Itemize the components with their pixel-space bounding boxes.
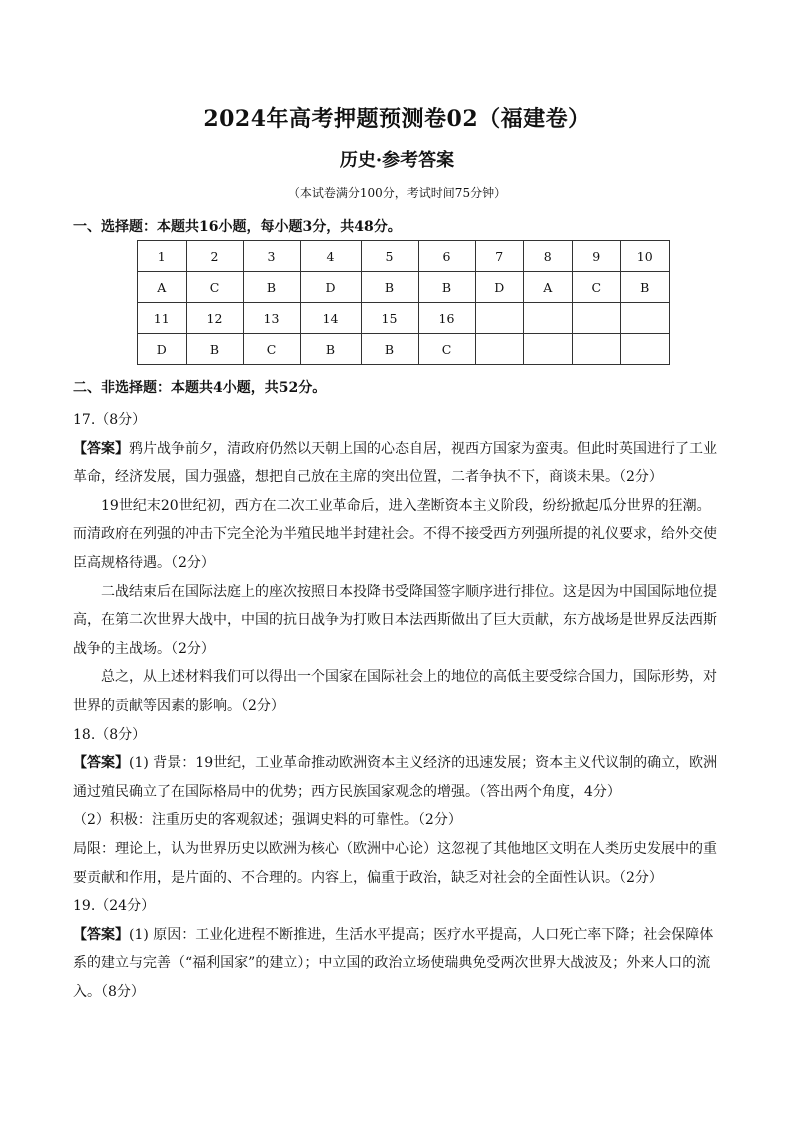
answer-table-cell: 14 bbox=[300, 303, 361, 334]
answer-table-cell: 4 bbox=[300, 241, 361, 272]
section-heading-nonchoice: 二、非选择题：本题共4小题，共52分。 bbox=[73, 380, 327, 396]
answer-table-cell: B bbox=[361, 272, 418, 303]
answer-table-row bbox=[138, 272, 670, 303]
q19-p1-text: (1) 原因：工业化进程不断推进，生活水平提高；医疗水平提高，人口死亡率下降；社会保障体系的建立与完善（“福利国家”的建立）；中立国的政治立场使瑞典免受两次世界大战波及；外来人口的流入。（8分） bbox=[73, 926, 714, 1000]
page-title: 2024年高考押题预测卷02（福建卷） bbox=[203, 106, 591, 132]
answer-table-cell: B bbox=[621, 272, 670, 303]
answer-table-cell: 11 bbox=[138, 303, 187, 334]
answer-table-cell bbox=[572, 303, 621, 334]
answer-table-cell: C bbox=[186, 272, 243, 303]
answer-table-cell: 3 bbox=[243, 241, 300, 272]
q17-label: 17.（8分） bbox=[73, 412, 147, 428]
q18-p1-text: (1) 背景：19世纪，工业革命推动欧洲资本主义经济的迅速发展；资本主义代议制的确立，欧洲通过殖民确立了在国际格局中的优势；西方民族国家观念的增强。（答出两个角度，4分） bbox=[73, 755, 718, 800]
answer-table-cell: 6 bbox=[418, 241, 475, 272]
q19-answer-p1 bbox=[73, 921, 723, 1007]
answer-table-cell bbox=[524, 334, 573, 365]
answer-table-cell: 16 bbox=[418, 303, 475, 334]
answer-table-cell: 1 bbox=[138, 241, 187, 272]
q18-answer-p1 bbox=[73, 749, 723, 806]
answer-table bbox=[137, 240, 670, 365]
q17-p1-text: 鸦片战争前夕，清政府仍然以天朝上国的心态自居，视西方国家为蛮夷。但此时英国进行了工业革命，经济发展，国力强盛，想把自己放在主席的突出位置，二者争执不下，商谈未果。（2分） bbox=[73, 440, 717, 486]
exam-note: （本试卷满分100分，考试时间75分钟） bbox=[287, 186, 507, 200]
q18-label: 18.（8分） bbox=[73, 726, 147, 743]
answer-table-cell bbox=[475, 303, 524, 334]
answer-tag: 【答案】 bbox=[73, 440, 129, 457]
answer-table-row bbox=[138, 334, 670, 365]
answer-table-cell: 2 bbox=[186, 241, 243, 272]
q18-answer-p3: 局限：理论上，认为世界历史以欧洲为核心（欧洲中心论）这忽视了其他地区文明在人类历史发展中的重要贡献和作用，是片面的、不合理的。内容上，偏重于政治，缺乏对社会的全面性认识。（2分） bbox=[73, 840, 717, 886]
answer-table-cell: 15 bbox=[361, 303, 418, 334]
answer-table-cell bbox=[572, 334, 621, 365]
answers-body bbox=[73, 406, 723, 1006]
answer-table-cell: 5 bbox=[361, 241, 418, 272]
answer-table-cell: 13 bbox=[243, 303, 300, 334]
answer-table-row bbox=[138, 303, 670, 334]
answer-table-cell: D bbox=[300, 272, 361, 303]
q18-answer-p2: （2）积极：注重历史的客观叙述；强调史料的可靠性。（2分） bbox=[73, 812, 462, 829]
answer-tag: 【答案】 bbox=[73, 755, 129, 772]
answer-table-cell: D bbox=[475, 272, 524, 303]
page-subtitle: 历史·参考答案 bbox=[339, 150, 455, 171]
section-heading-choice: 一、选择题：本题共16小题，每小题3分，共48分。 bbox=[73, 219, 402, 235]
answer-table-cell bbox=[621, 334, 670, 365]
answer-table-cell bbox=[621, 303, 670, 334]
q17-answer-p3: 二战结束后在国际法庭上的座次按照日本投降书受降国签字顺序进行排位。这是因为中国国际地位提高，在第二次世界大战中，中国的抗日战争为打败日本法西斯做出了巨大贡献，东方战场是世界反法西斯战争的主战场。（2分） bbox=[73, 583, 717, 657]
answer-table-cell: B bbox=[418, 272, 475, 303]
answer-table-cell: 8 bbox=[524, 241, 573, 272]
answer-table-cell: B bbox=[186, 334, 243, 365]
answer-table-cell bbox=[524, 303, 573, 334]
answer-table-cell: C bbox=[572, 272, 621, 303]
answer-table-cell: A bbox=[138, 272, 187, 303]
answer-table-cell: B bbox=[361, 334, 418, 365]
answer-table-cell: 9 bbox=[572, 241, 621, 272]
answer-table-cell: B bbox=[243, 272, 300, 303]
q17-answer-p1 bbox=[73, 435, 723, 492]
answer-tag: 【答案】 bbox=[73, 926, 129, 943]
q19-label: 19.（24分） bbox=[73, 898, 156, 915]
answer-table-cell: D bbox=[138, 334, 187, 365]
answer-table-cell: A bbox=[524, 272, 573, 303]
answer-table-cell: 10 bbox=[621, 241, 670, 272]
answer-table-cell: B bbox=[300, 334, 361, 365]
answer-table-cell: C bbox=[243, 334, 300, 365]
answer-table-cell: 7 bbox=[475, 241, 524, 272]
answer-table-cell: 12 bbox=[186, 303, 243, 334]
q17-answer-p2: 19世纪末20世纪初，西方在二次工业革命后，进入垄断资本主义阶段，纷纷掀起瓜分世界的狂潮。而清政府在列强的冲击下完全沦为半殖民地半封建社会。不得不接受西方列强所提的礼仪要求，给外交使臣高规格待遇。（2分） bbox=[73, 497, 717, 571]
answer-table-cell: C bbox=[418, 334, 475, 365]
q17-answer-p4: 总之，从上述材料我们可以得出一个国家在国际社会上的地位的高低主要受综合国力，国际形势，对世界的贡献等因素的影响。（2分） bbox=[73, 669, 717, 714]
answer-table-row bbox=[138, 241, 670, 272]
answer-table-cell bbox=[475, 334, 524, 365]
